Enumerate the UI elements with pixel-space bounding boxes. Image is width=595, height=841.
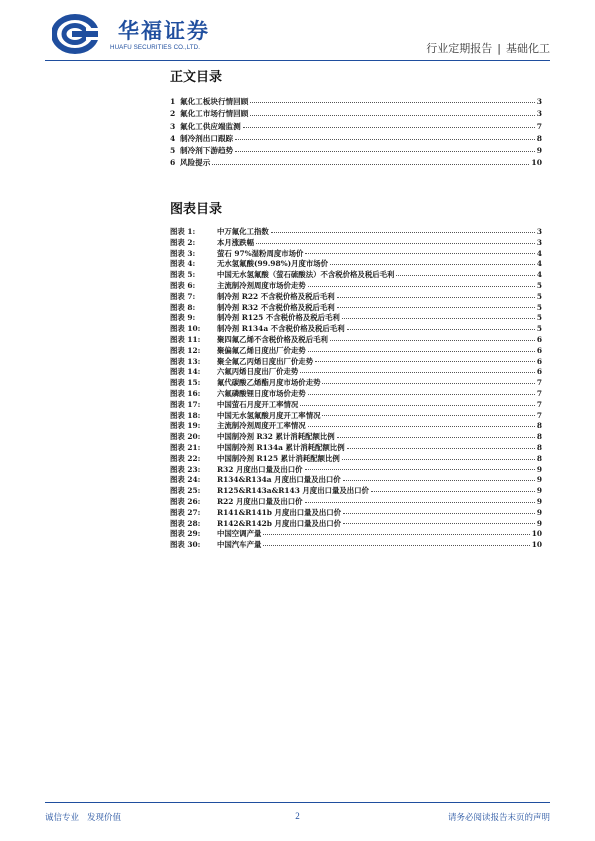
figure-entry-number: 图表 4: [170,259,196,269]
figure-entry[interactable] [170,508,542,519]
dot-leader [305,469,535,470]
figure-entry[interactable] [170,443,542,454]
dot-leader [343,523,535,524]
figure-entry-number: 图表 21: [170,442,201,452]
figure-entry-page: 5 [536,291,542,301]
dot-leader [243,127,535,128]
figure-entry[interactable] [170,249,542,260]
dot-leader [308,351,535,352]
figure-entry[interactable] [170,486,542,497]
figure-entry-number: 图表 2: [170,237,196,247]
figure-entry-page: 8 [536,421,542,431]
figure-entry-number: 图表 12: [170,345,201,355]
figure-entry-label: 中万氟化工指数 [217,227,269,236]
dot-leader [256,243,535,244]
figure-entry-number: 图表 30: [170,540,201,550]
figure-entry[interactable] [170,281,542,292]
toc-entry[interactable] [170,108,542,120]
figure-entry-page: 3 [536,237,542,247]
toc-entry-number: 5 [170,146,176,156]
figure-entry[interactable] [170,367,542,378]
figure-entry[interactable] [170,411,542,422]
figure-entry-label: R142&R142b 月度出口量及出口价 [217,518,342,528]
figure-entry[interactable] [170,324,542,335]
dot-leader [396,275,534,276]
footer-divider [45,802,550,803]
dot-leader [342,318,535,319]
figure-entry-label: 萤石 97%湿粉周度市场价 [217,248,304,258]
figure-entry-label: R22 月度出口量及出口价 [217,496,303,506]
figure-entry-number: 图表 17: [170,399,201,409]
figure-entry-number: 图表 27: [170,507,201,517]
figure-entry[interactable] [170,313,542,324]
toc-entry-number: 1 [170,97,176,106]
figure-entry-number: 图表 5: [170,270,196,280]
figure-entry-number: 图表 28: [170,518,201,528]
dot-leader [271,232,535,233]
sector-name: 基础化工 [506,42,550,55]
toc-entry-label: 制冷剂出口跟踪 [180,133,234,143]
figure-entry-page: 4 [536,248,542,258]
figure-entry-page: 4 [536,270,542,280]
figure-entry-label: R125&R143a&R143 月度出口量及出口价 [217,486,369,496]
report-category [426,40,550,56]
dot-leader [347,448,535,449]
report-type: 行业定期报告 [426,42,493,55]
figure-entry-page: 10 [531,529,542,539]
figure-entry-label: 聚全氟乙丙烯日度出厂价走势 [217,356,314,366]
toc-entry-label: 氟化工板块行情回顾 [180,97,249,106]
dot-leader [322,383,534,384]
dot-leader [305,253,534,254]
figure-entry-page: 6 [536,334,542,344]
figure-entry-number: 图表 23: [170,464,201,474]
figure-entry-label: 中国萤石月度开工率情况 [217,399,299,409]
figure-entry-label: 中国空调产量 [217,529,262,539]
figure-entry-number: 图表 26: [170,496,201,506]
figure-entry-label: 主流制冷剂周度市场价走势 [217,280,306,290]
toc-entry[interactable] [170,145,542,157]
figure-entry-page: 9 [536,507,542,517]
figure-entry-label: 中国无水氢氟酸月度开工率情况 [217,410,321,420]
figure-entry-page: 7 [536,410,542,420]
dot-leader [235,139,535,140]
figure-entry[interactable] [170,346,542,357]
figure-entry-label: 主流制冷剂周度开工率情况 [217,421,306,431]
toc-entry-label: 氟化工市场行情回顾 [180,109,249,119]
figure-entry-number: 图表 14: [170,367,201,377]
company-logo [52,14,222,54]
figure-entry-number: 图表 9: [170,313,196,323]
figure-entry-label: 聚四氟乙烯不含税价格及税后毛利 [217,334,328,344]
dot-leader [308,394,535,395]
figure-entry-number: 图表 29: [170,529,201,539]
figure-entry[interactable] [170,303,542,314]
toc-entry[interactable] [170,121,542,133]
figure-entry-number: 图表 8: [170,302,196,312]
figure-entry[interactable] [170,335,542,346]
figure-entry[interactable] [170,454,542,465]
dot-leader [337,307,535,308]
figure-entry-label: 氟代碳酸乙烯酯月度市场价走势 [217,378,321,388]
dot-leader [343,480,535,481]
figure-entry-label: 中国制冷剂 R32 累计消耗配额比例 [217,432,335,442]
toc-entry[interactable] [170,96,542,108]
figure-entry-number: 图表 7: [170,291,196,301]
figure-entry[interactable] [170,238,542,249]
figure-entry[interactable] [170,292,542,303]
dot-leader [371,491,535,492]
toc-entry-number: 3 [170,121,176,131]
figure-entry-page: 9 [536,486,542,496]
figure-entry-page: 8 [536,442,542,452]
dot-leader [300,405,535,406]
figure-entry-number: 图表 11: [170,334,201,344]
header-divider [45,60,550,61]
dot-leader [212,164,529,165]
figure-entry[interactable] [170,540,542,551]
figure-entry-label: 制冷剂 R32 不含税价格及税后毛利 [217,302,335,312]
figure-entry-page: 7 [536,388,542,398]
figure-entry-page: 5 [536,302,542,312]
figure-entry-page: 4 [536,259,542,269]
figure-entry[interactable] [170,465,542,476]
toc-entry-page: 3 [536,109,542,119]
slogan-integrity: 诚信专业 [45,813,80,823]
dot-leader [308,286,535,287]
figure-entry[interactable] [170,421,542,432]
figure-entry-label: R141&R141b 月度出口量及出口价 [217,507,342,517]
figure-entry[interactable] [170,475,542,486]
figure-entry-page: 9 [536,464,542,474]
figure-entry[interactable] [170,378,542,389]
toc-entry-number: 4 [170,133,176,143]
figure-entry-page: 9 [536,518,542,528]
figure-entry-label: 制冷剂 R22 不含税价格及税后毛利 [217,291,335,301]
figure-entry-number: 图表 1: [170,227,196,236]
dot-leader [342,459,535,460]
toc-entry-page: 7 [536,121,542,131]
toc-title: 正文目录 [170,70,223,85]
figure-entry-page: 3 [536,227,542,236]
figure-entry-label: 制冷剂 R134a 不含税价格及税后毛利 [217,324,345,334]
dot-leader [337,297,535,298]
figure-entry[interactable] [170,400,542,411]
toc-entry-label: 风险提示 [180,158,211,168]
figure-entry[interactable] [170,357,542,368]
dot-leader [305,502,535,503]
figure-entry-number: 图表 25: [170,486,201,496]
dot-leader [347,329,535,330]
figure-entry[interactable] [170,227,542,238]
figure-entry-number: 图表 20: [170,432,201,442]
toc-entry-label: 制冷剂下游趋势 [180,146,234,156]
dot-leader [250,115,534,116]
toc-entry-page: 3 [536,97,542,106]
toc-entry-page: 10 [531,158,542,168]
figure-entry-number: 图表 15: [170,378,201,388]
separator: | [497,42,501,55]
figure-entry-number: 图表 13: [170,356,201,366]
figure-entry-page: 8 [536,432,542,442]
figure-entry-number: 图表 6: [170,280,196,290]
figure-entry[interactable] [170,389,542,400]
figure-entry-label: 中国制冷剂 R134a 累计消耗配额比例 [217,442,345,452]
toc-entry[interactable] [170,133,542,145]
dot-leader [330,340,535,341]
footer-disclaimer: 请务必阅读报告末页的声明 [447,813,550,823]
figure-entry[interactable] [170,259,542,270]
figure-list-title: 图表目录 [170,202,223,217]
figure-entry-page: 9 [536,475,542,485]
dot-leader [315,361,535,362]
dot-leader [330,264,535,265]
figure-entry[interactable] [170,497,542,508]
figure-entry-page: 7 [536,399,542,409]
dot-leader [322,415,534,416]
figure-entry-number: 图表 16: [170,388,201,398]
toc-entry-label: 氟化工供应端监测 [180,121,241,131]
dot-leader [300,372,535,373]
figure-entry-label: 六氟丙烯日度出厂价走势 [217,367,299,377]
figure-entry-label: 制冷剂 R125 不含税价格及税后毛利 [217,313,340,323]
figure-entry-label: 聚偏氟乙烯日度出厂价走势 [217,345,306,355]
figure-entry-label: 中国制冷剂 R125 累计消耗配额比例 [217,453,340,463]
page-number: 2 [295,811,300,821]
toc-entry-page: 9 [536,146,542,156]
figure-entry-number: 图表 10: [170,324,201,334]
figure-entry-label: R134&R134a 月度出口量及出口价 [217,475,341,485]
figure-entry-page: 7 [536,378,542,388]
figure-entry-page: 6 [536,356,542,366]
figure-entry-page: 9 [536,496,542,506]
slogan-value: 发现价值 [87,813,122,823]
figure-entry-page: 5 [536,324,542,334]
dot-leader [263,545,529,546]
toc-list [170,96,542,170]
figure-entry-label: 中国汽车产量 [217,540,262,550]
figure-entry[interactable] [170,529,542,540]
figure-entry[interactable] [170,270,542,281]
huafu-logo-icon [52,14,98,54]
figure-entry[interactable] [170,519,542,530]
figure-entry-label: 本月涨跌幅 [217,237,254,247]
figure-entry-number: 图表 24: [170,475,201,485]
dot-leader [308,426,535,427]
toc-entry[interactable] [170,157,542,169]
dot-leader [235,151,535,152]
figure-list [170,227,542,551]
figure-entry-label: 中国无水氢氟酸（萤石硫酸法）不含税价格及税后毛利 [217,270,395,280]
toc-entry-number: 6 [170,158,176,168]
figure-entry-page: 8 [536,453,542,463]
figure-entry-page: 6 [536,367,542,377]
figure-entry-number: 图表 18: [170,410,201,420]
figure-entry-page: 5 [536,313,542,323]
brand-name-cn: 华福证券 [118,19,210,43]
brand-name-en: HUAFU SECURITIES CO.,LTD. [110,44,201,51]
figure-entry-page: 10 [531,540,542,550]
dot-leader [343,513,535,514]
toc-entry-page: 8 [536,133,542,143]
dot-leader [263,534,529,535]
figure-entry-number: 图表 3: [170,248,196,258]
figure-entry-page: 6 [536,345,542,355]
figure-entry-number: 图表 19: [170,421,201,431]
figure-entry-number: 图表 22: [170,453,201,463]
figure-entry-page: 5 [536,280,542,290]
figure-entry-label: R32 月度出口量及出口价 [217,464,303,474]
dot-leader [250,102,534,103]
dot-leader [337,437,535,438]
toc-entry-number: 2 [170,109,176,119]
figure-entry-label: 六氟磷酸锂日度市场价走势 [217,388,306,398]
figure-entry[interactable] [170,432,542,443]
figure-entry-label: 无水氢氟酸(99.98%)月度市场价 [217,259,329,269]
